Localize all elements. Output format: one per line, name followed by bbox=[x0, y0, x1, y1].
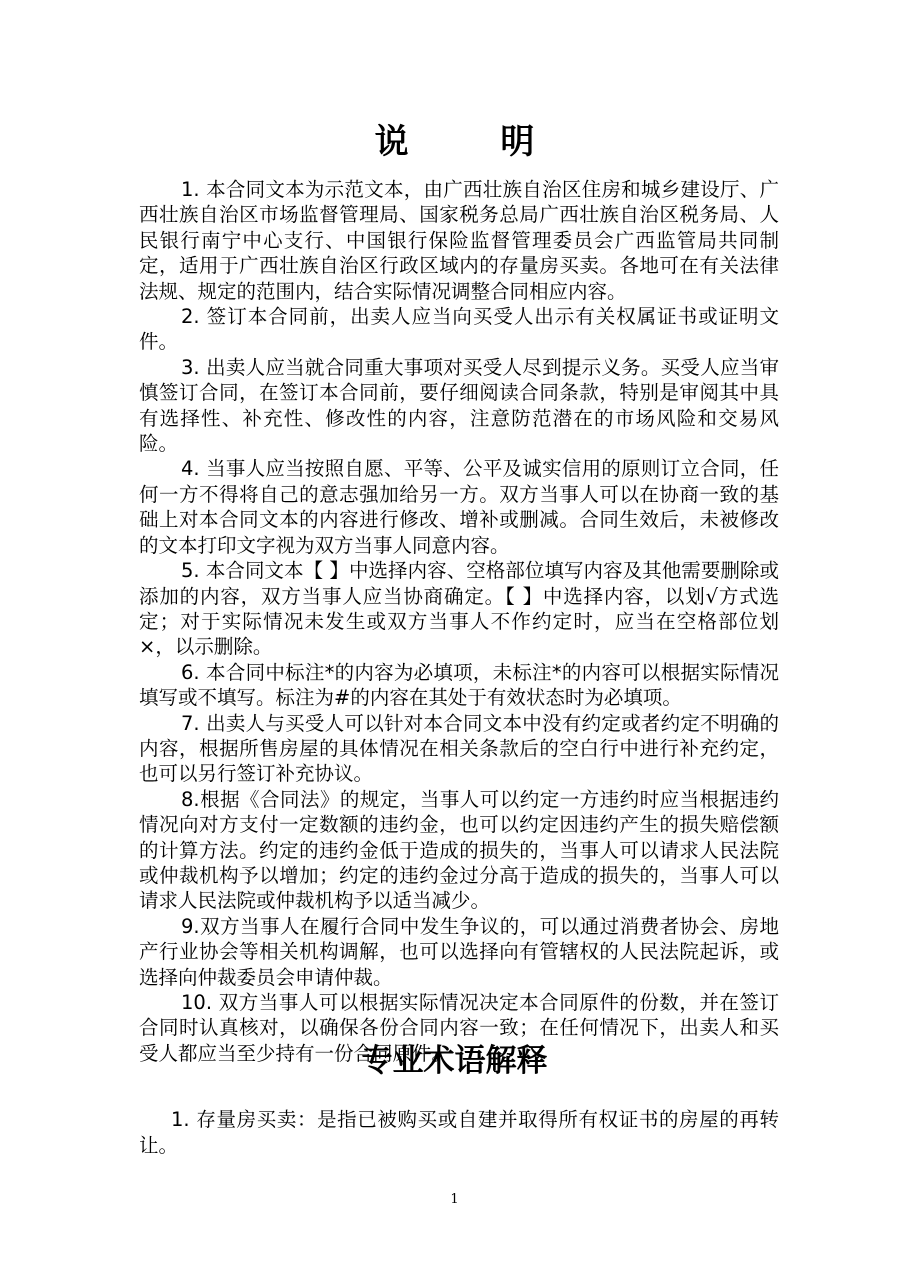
instructions-body bbox=[139, 177, 779, 1066]
paragraph-1: 1. 本合同文本为示范文本，由广西壮族自治区住房和城乡建设厅、广西壮族自治区市场监督管理局、国家税务总局广西壮族自治区税务局、人民银行南宁中心支行、中国银行保险监督管理委员会广西监管局共同制定，适用于广西壮族自治区行政区域内的存量房买卖。各地可在有关法律法规、规定的范围内，结合实际情况调整合同相应内容。 bbox=[139, 178, 779, 303]
terms-body bbox=[139, 1107, 779, 1159]
page-number: 1 bbox=[450, 1192, 459, 1207]
term-item-1: 1. 存量房买卖：是指已被购买或自建并取得所有权证书的房屋的再转让。 bbox=[139, 1108, 779, 1157]
paragraph-10: 10. 双方当事人可以根据实际情况决定本合同原件的份数，并在签订合同时认真核对，以确保各份合同内容一致；在任何情况下，出卖人和买受人都应当至少持有一份合同原件。 bbox=[139, 991, 779, 1065]
paragraph-7: 7. 出卖人与买受人可以针对本合同文本中没有约定或者约定不明确的内容，根据所售房屋的具体情况在相关条款后的空白行中进行补充约定，也可以另行签订补充协议。 bbox=[139, 711, 779, 786]
paragraph-5: 5. 本合同文本【 】中选择内容、空格部位填写内容及其他需要删除或添加的内容，双方当事人应当协商确定。【 】中选择内容，以划√方式选定；对于实际情况未发生或双方当事人不作约定时，应当在空格部位划×，以示删除。 bbox=[139, 559, 779, 659]
paragraph-9: 9.双方当事人在履行合同中发生争议的，可以通过消费者协会、房地产行业协会等相关机构调解，也可以选择向有管辖权的人民法院起诉，或选择向仲裁委员会申请仲裁。 bbox=[139, 914, 779, 989]
paragraph-4: 4. 当事人应当按照自愿、平等、公平及诚实信用的原则订立合同，任何一方不得将自己的意志强加给另一方。双方当事人可以在协商一致的基础上对本合同文本的内容进行修改、增补或删减。合同生效后，未被修改的文本打印文字视为双方当事人同意内容。 bbox=[139, 457, 779, 557]
paragraph-6: 6. 本合同中标注*的内容为必填项，未标注*的内容可以根据实际情况填写或不填写。标注为#的内容在其处于有效状态时为必填项。 bbox=[139, 660, 779, 710]
paragraph-8: 8.根据《合同法》的规定，当事人可以约定一方违约时应当根据违约情况向对方支付一定数额的违约金，也可以约定因违约产生的损失赔偿额的计算方法。约定的违约金低于造成的损失的，当事人可以请求人民法院或仲裁机构予以增加；约定的违约金过分高于造成的损失的，当事人可以请求人民法院或仲裁机构予以适当减少。 bbox=[139, 787, 779, 913]
paragraph-2: 2. 签订本合同前，出卖人应当向买受人出示有关权属证书或证明文件。 bbox=[139, 305, 779, 354]
page-title: 说 明 bbox=[374, 122, 575, 162]
paragraph-3: 3. 出卖人应当就合同重大事项对买受人尽到提示义务。买受人应当审慎签订合同，在签订本合同前，要仔细阅读合同条款，特别是审阅其中具有选择性、补充性、修改性的内容，注意防范潜在的市场风险和交易风险。 bbox=[139, 355, 779, 456]
terms-heading: 专业术语解释 bbox=[361, 1043, 548, 1079]
